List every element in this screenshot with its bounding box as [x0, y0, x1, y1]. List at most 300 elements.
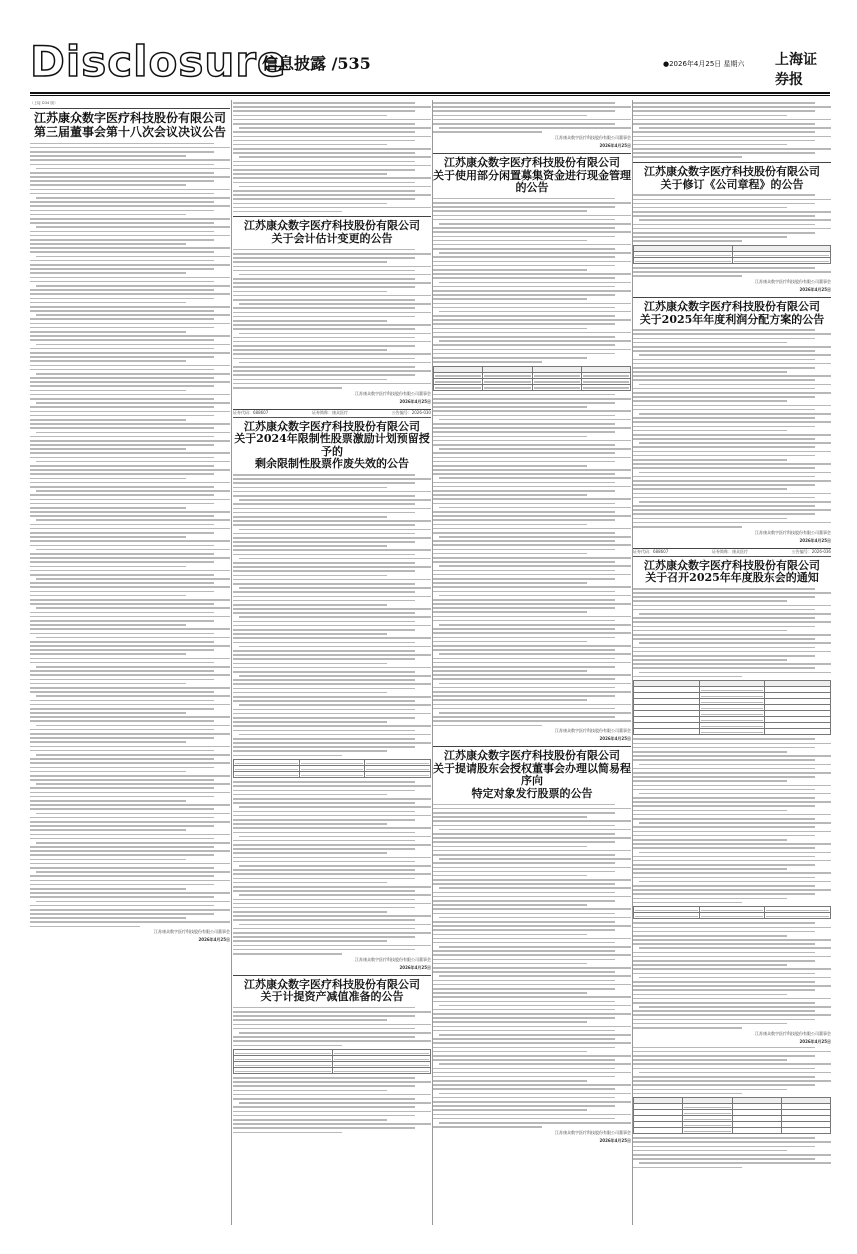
text-line: [233, 383, 431, 385]
text-line: [239, 127, 431, 129]
text-line: [30, 503, 214, 505]
text-line: [633, 814, 831, 816]
text-line: [639, 413, 831, 415]
text-line: [30, 750, 214, 752]
text-line: [639, 384, 831, 386]
text-line: [233, 928, 415, 930]
text-line: [239, 924, 431, 926]
text-line: [433, 611, 587, 613]
text-line: [30, 561, 214, 563]
text-line: [233, 286, 415, 288]
text-line: [633, 526, 742, 528]
text-line: [639, 764, 831, 766]
article-signoff: 江苏康众数字医疗科技股份有限公司董事会: [355, 390, 431, 396]
text-line: [633, 801, 831, 803]
text-line: [30, 729, 214, 731]
text-line: [633, 1141, 831, 1143]
text-line: [30, 507, 186, 509]
text-line: [633, 115, 787, 117]
text-line: [433, 992, 587, 994]
text-line: [233, 1028, 415, 1030]
text-line: [30, 331, 186, 333]
text-line: [433, 265, 615, 267]
text-line: [233, 882, 387, 884]
text-line: [30, 231, 214, 233]
text-line: [433, 402, 615, 404]
text-line: [30, 365, 230, 367]
text-line: [30, 649, 214, 651]
text-line: [233, 886, 431, 888]
text-line: [633, 106, 831, 108]
text-line: [439, 311, 631, 313]
text-line: [433, 219, 615, 221]
text-line: [433, 704, 631, 706]
text-line: [30, 913, 214, 915]
text-line: [233, 596, 431, 598]
text-line: [233, 299, 415, 301]
text-line: [30, 415, 214, 417]
text-line: [433, 1105, 615, 1107]
text-line: [30, 281, 214, 283]
text-line: [433, 515, 631, 517]
text-line: [233, 131, 415, 133]
text-line: [633, 922, 815, 924]
text-line: [633, 509, 831, 511]
article-body: [233, 102, 431, 212]
text-line: [633, 968, 831, 970]
article-body: [433, 394, 631, 726]
text-line: [633, 973, 815, 975]
text-line: [433, 879, 631, 881]
text-line: [633, 228, 831, 230]
text-line: [30, 921, 230, 923]
text-line: [233, 721, 387, 723]
text-line: [433, 825, 615, 827]
text-line: [30, 628, 230, 630]
text-line: [30, 201, 214, 203]
text-line: [233, 852, 387, 854]
text-line: [30, 398, 214, 400]
text-line: [633, 430, 787, 432]
text-line: [30, 352, 230, 354]
text-line: [639, 672, 831, 674]
text-line: [239, 274, 431, 276]
text-line: [36, 402, 230, 404]
text-line: [439, 595, 631, 597]
text-line: [30, 859, 186, 861]
text-line: [30, 356, 214, 358]
text-line: [433, 427, 631, 429]
text-line: [633, 647, 815, 649]
article-body: [633, 267, 831, 277]
text-line: [30, 306, 230, 308]
text-line: [433, 591, 615, 593]
text-line: [633, 835, 815, 837]
text-line: [233, 819, 415, 821]
text-line: [36, 842, 230, 844]
text-line: [433, 841, 615, 843]
text-line: [633, 207, 787, 209]
article-headline: 江苏康众数字医疗科技股份有限公司 第三届董事会第十八次会议决议公告: [33, 111, 226, 139]
text-line: [233, 907, 415, 909]
text-line: [633, 638, 815, 640]
text-line: [633, 872, 831, 874]
text-line: [633, 588, 815, 590]
text-line: [30, 448, 186, 450]
text-line: [233, 932, 431, 934]
text-line: [633, 981, 815, 983]
text-line: [233, 491, 431, 493]
text-line: [233, 257, 415, 259]
text-line: [30, 825, 214, 827]
text-line: [633, 935, 787, 937]
text-line: [433, 1109, 587, 1111]
text-line: [233, 1081, 431, 1083]
text-line: [633, 634, 831, 636]
article-body: [233, 474, 431, 756]
text-line: [30, 247, 230, 249]
text-line: [30, 595, 186, 597]
text-line: [233, 291, 387, 293]
text-line: [233, 650, 415, 652]
text-line: [633, 663, 831, 665]
text-line: [433, 215, 631, 217]
text-line: [30, 804, 230, 806]
text-line: [233, 671, 415, 673]
text-line: [30, 310, 214, 312]
text-line: [30, 423, 230, 425]
text-line: [233, 102, 415, 104]
text-line: [30, 708, 214, 710]
article-headline: 江苏康众数字医疗科技股份有限公司 关于2024年限制性股票激励计划预留授予的 剩余限制性股票作废失效的公告: [234, 419, 430, 471]
article-headline: 江苏康众数字医疗科技股份有限公司 关于提请股东会授权董事会办理以简易程序向 特定对象发行股票的公告: [433, 749, 631, 801]
text-line: [433, 332, 631, 334]
text-line: [30, 570, 230, 572]
text-line: [30, 884, 214, 886]
text-line: [233, 190, 415, 192]
text-line: [30, 214, 186, 216]
text-line: [30, 524, 214, 526]
text-line: [30, 532, 214, 534]
article-date: 2026年4月25日: [799, 1038, 831, 1044]
text-line: [30, 486, 214, 488]
text-line: [30, 436, 214, 438]
text-line: [233, 945, 431, 947]
text-line: [439, 1005, 631, 1007]
text-line: [30, 624, 186, 626]
text-line: [433, 603, 631, 605]
text-line: [633, 1059, 787, 1061]
text-line: [433, 461, 615, 463]
text-line: [36, 285, 230, 287]
text-line: [633, 596, 815, 598]
text-line: [233, 696, 431, 698]
text-line: [633, 747, 815, 749]
text-line: [633, 224, 815, 226]
text-line: [30, 779, 214, 781]
text-line: [233, 629, 415, 631]
text-line: [433, 227, 615, 229]
text-line: [433, 1114, 631, 1116]
text-line: [433, 574, 631, 576]
text-line: [633, 1068, 815, 1070]
text-line: [433, 1055, 631, 1057]
text-line: [233, 1085, 415, 1087]
text-line: [36, 637, 230, 639]
data-table: [633, 245, 831, 264]
masthead-rule: [30, 92, 830, 94]
article-date: 2026年4月25日: [198, 937, 230, 943]
text-line: [233, 857, 431, 859]
text-line: [433, 294, 615, 296]
text-line: [433, 641, 587, 643]
text-line: [633, 1137, 815, 1139]
article-body: [30, 143, 230, 928]
text-line: [30, 155, 186, 157]
text-line: [30, 327, 214, 329]
text-line: [30, 909, 230, 911]
text-line: [233, 700, 415, 702]
article-date: 2026年4月25日: [599, 142, 631, 148]
text-line: [433, 231, 631, 233]
text-line: [639, 442, 831, 444]
text-line: [30, 867, 214, 869]
text-line: [633, 621, 831, 623]
text-line: [233, 140, 415, 142]
text-line: [633, 152, 815, 154]
text-line: [30, 683, 186, 685]
text-line: [30, 645, 230, 647]
text-line: [633, 998, 831, 1000]
text-line: [30, 863, 230, 865]
column-4: [633, 100, 831, 1170]
text-line: [36, 490, 230, 492]
text-line: [233, 358, 415, 360]
text-line: [633, 446, 815, 448]
text-line: [30, 775, 230, 777]
text-line: [633, 476, 815, 478]
text-line: [239, 156, 431, 158]
text-line: [30, 821, 230, 823]
text-line: [633, 617, 815, 619]
text-line: [30, 494, 214, 496]
text-line: [433, 436, 587, 438]
text-line: [639, 354, 831, 356]
text-line: [233, 249, 415, 251]
text-line: [633, 1023, 787, 1025]
text-line: [433, 871, 615, 873]
text-line: [30, 515, 214, 517]
text-line: [439, 565, 631, 567]
text-line: [233, 533, 415, 535]
text-line: [233, 1011, 431, 1013]
text-line: [30, 260, 214, 262]
text-line: [239, 734, 431, 736]
text-line: [433, 1118, 615, 1120]
text-line: [639, 219, 831, 221]
text-line: [233, 366, 415, 368]
text-line: [633, 1019, 815, 1021]
text-line: [433, 336, 615, 338]
article-signoff: 江苏康众数字医疗科技股份有限公司董事会: [555, 1129, 631, 1135]
text-line: [633, 931, 815, 933]
text-line: [433, 557, 631, 559]
text-line: [30, 674, 230, 676]
continuation-label: （上接 D34 版）: [30, 101, 58, 105]
text-line: [633, 738, 815, 740]
text-line: [633, 123, 815, 125]
text-line: [433, 353, 615, 355]
text-line: [233, 1106, 415, 1108]
text-line: [433, 833, 615, 835]
text-line: [633, 877, 815, 879]
text-line: [633, 676, 742, 678]
text-line: [30, 457, 214, 459]
text-line: [633, 488, 787, 490]
text-line: [433, 934, 587, 936]
text-line: [433, 1084, 631, 1086]
text-line: [433, 892, 615, 894]
text-line: [233, 1040, 431, 1042]
text-line: [233, 608, 431, 610]
text-line: [30, 222, 214, 224]
text-line: [433, 804, 615, 806]
text-line: [30, 854, 214, 856]
text-line: [30, 318, 214, 320]
article-body: [633, 738, 831, 903]
text-line: [633, 847, 815, 849]
text-line: [433, 1017, 615, 1019]
text-line: [439, 624, 631, 626]
text-line: [433, 102, 615, 104]
text-line: [633, 194, 815, 196]
text-line: [433, 110, 615, 112]
text-line: [239, 186, 431, 188]
text-line: [633, 367, 815, 369]
text-line: [233, 345, 415, 347]
text-line: [30, 720, 214, 722]
text-line: [233, 278, 415, 280]
text-line: [633, 659, 787, 661]
text-line: [233, 379, 387, 381]
text-line: [233, 1090, 387, 1092]
text-line: [433, 959, 615, 961]
text-line: [439, 507, 631, 509]
text-line: [233, 482, 415, 484]
text-line: [633, 785, 831, 787]
column-3: [433, 100, 631, 1144]
text-line: [233, 692, 387, 694]
text-line: [233, 177, 431, 179]
text-line: [633, 1080, 831, 1082]
text-line: [433, 687, 615, 689]
text-line: [433, 286, 615, 288]
text-line: [30, 394, 230, 396]
text-line: [233, 554, 415, 556]
text-line: [433, 904, 587, 906]
text-line: [233, 637, 431, 639]
text-line: [30, 888, 186, 890]
text-line: [433, 616, 631, 618]
text-line: [30, 746, 230, 748]
text-line: [30, 176, 230, 178]
text-line: [233, 1045, 342, 1047]
text-line: [30, 335, 230, 337]
text-line: [233, 802, 415, 804]
text-line: [233, 663, 387, 665]
text-line: [433, 511, 615, 513]
text-line: [439, 1122, 631, 1124]
text-line: [30, 239, 214, 241]
text-line: [233, 203, 387, 205]
text-line: [433, 277, 615, 279]
text-line: [233, 182, 415, 184]
text-line: [633, 484, 815, 486]
text-line: [233, 911, 387, 913]
text-line: [433, 1030, 615, 1032]
text-line: [30, 293, 230, 295]
text-line: [233, 119, 431, 121]
text-line: [633, 409, 815, 411]
text-line: [30, 566, 186, 568]
text-line: [233, 1115, 415, 1117]
text-line: [633, 885, 815, 887]
text-line: [633, 388, 815, 390]
text-line: [439, 946, 631, 948]
text-line: [30, 277, 230, 279]
text-line: [30, 599, 230, 601]
text-line: [30, 411, 230, 413]
text-line: [433, 837, 631, 839]
text-line: [633, 211, 831, 213]
text-line: [30, 586, 230, 588]
article-headline: 江苏康众数字医疗科技股份有限公司 关于2025年年度利润分配方案的公告: [639, 299, 825, 326]
text-line: [30, 348, 214, 350]
text-line: [433, 808, 631, 810]
text-line: [239, 704, 431, 706]
text-line: [633, 1150, 787, 1152]
article-body: [633, 329, 831, 527]
text-line: [433, 1042, 631, 1044]
text-line: [433, 248, 615, 250]
text-line: [433, 867, 631, 869]
text-line: [233, 110, 415, 112]
text-line: [233, 253, 431, 255]
text-line: [30, 151, 214, 153]
text-line: [633, 400, 787, 402]
data-table: [233, 1049, 431, 1074]
text-line: [433, 980, 615, 982]
text-line: [30, 473, 214, 475]
text-line: [233, 604, 387, 606]
text-line: [633, 342, 787, 344]
text-line: [30, 377, 214, 379]
article-signoff: 江苏康众数字医疗科技股份有限公司董事会: [555, 728, 631, 734]
text-line: [30, 808, 214, 810]
text-line: [233, 1132, 342, 1134]
data-table: [233, 759, 431, 778]
text-line: [233, 633, 387, 635]
text-line: [30, 767, 214, 769]
article-body: [633, 194, 831, 242]
text-line: [30, 817, 214, 819]
text-line: [239, 587, 431, 589]
text-line: [233, 370, 431, 372]
text-line: [433, 290, 631, 292]
text-line: [233, 579, 431, 581]
text-line: [433, 666, 615, 668]
text-line: [633, 994, 787, 996]
